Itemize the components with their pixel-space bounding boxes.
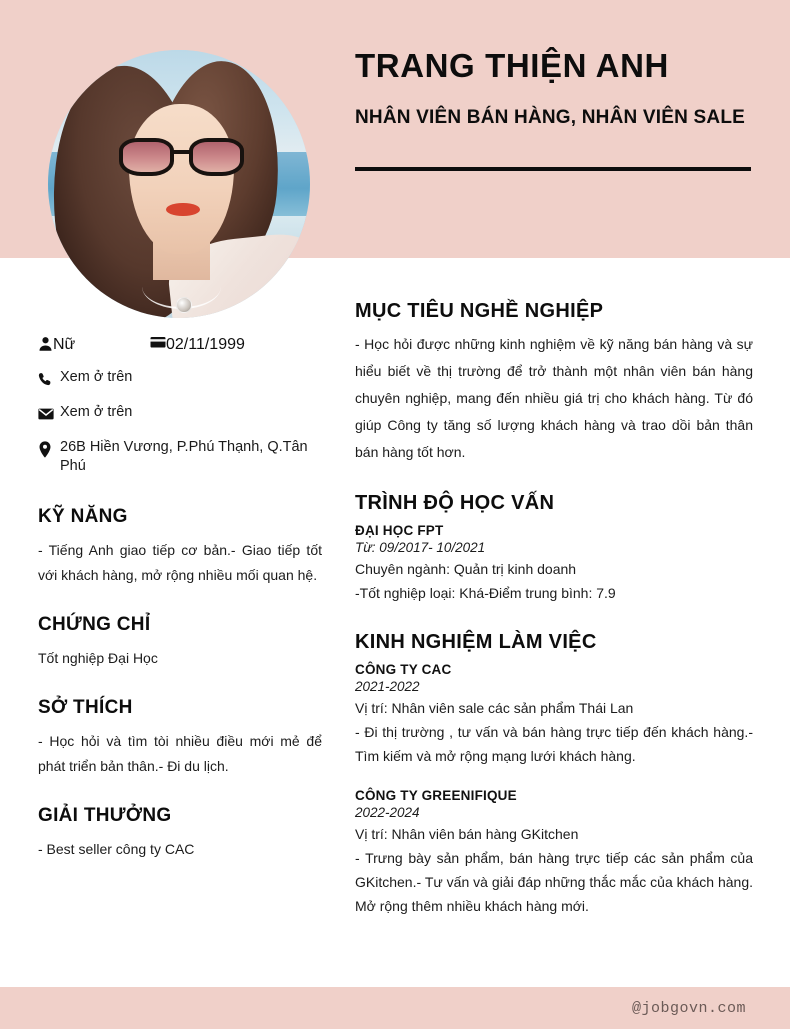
experience-period: 2022-2024 bbox=[355, 805, 420, 820]
page-title: TRANG THIỆN ANH bbox=[355, 47, 669, 84]
contact-gender bbox=[38, 336, 150, 354]
section-heading-experience: KINH NGHIỆM LÀM VIỆC bbox=[355, 631, 597, 653]
experience-item bbox=[355, 662, 753, 768]
calendar-icon bbox=[150, 336, 166, 349]
contact-row-phone bbox=[38, 368, 322, 389]
right-column bbox=[355, 300, 753, 918]
section-body-objective: - Học hỏi được những kinh nghiệm về kỹ năng bán hàng và sự hiểu biết về thị trường để trở thành một nhân viên bán hàng chuyên nghiệp, mang đến nhiều giá trị cho khách hàng. Từ đó giúp Công ty tăng số lượng khách hàng và trao dồi bản thân bán hàng tốt hơn. bbox=[355, 336, 753, 460]
birthday-value: 02/11/1999 bbox=[166, 336, 245, 353]
education-major: Chuyên ngành: Quản trị kinh doanh bbox=[355, 561, 577, 577]
left-column bbox=[38, 336, 322, 862]
section-body-certificates: Tốt nghiệp Đại Học bbox=[38, 650, 158, 666]
person-icon bbox=[38, 336, 53, 352]
experience-details: - Đi thị trường , tư vấn và bán hàng trực tiếp đến khách hàng.- Tìm kiếm và mở rộng mạng lưới khách hàng. bbox=[355, 724, 753, 764]
photo-lens-right bbox=[189, 138, 244, 176]
section-heading-skills: KỸ NĂNG bbox=[38, 506, 128, 527]
location-pin-icon bbox=[38, 439, 60, 459]
education-result: -Tốt nghiệp loại: Khá-Điểm trung bình: 7.9 bbox=[355, 585, 616, 601]
education-period: Từ: 09/2017- 10/2021 bbox=[355, 540, 486, 555]
photo-lens-left bbox=[119, 138, 174, 176]
section-heading-education: TRÌNH ĐỘ HỌC VẤN bbox=[355, 492, 555, 514]
sunglasses-icon bbox=[119, 138, 245, 176]
contact-row-email bbox=[38, 403, 322, 424]
contact-birthday bbox=[150, 336, 245, 354]
photo-pendant bbox=[176, 297, 192, 313]
header-divider bbox=[355, 167, 751, 171]
photo-floral-2 bbox=[288, 285, 302, 298]
experience-details: - Trưng bày sản phẩm, bán hàng trực tiếp các sản phẩm của GKitchen.- Tư vấn và giải đáp những thắc mắc của khách hàng. Mở rộng thêm nhiều khách hàng mới. bbox=[355, 850, 753, 914]
profile-photo bbox=[48, 50, 310, 318]
section-body-skills: - Tiếng Anh giao tiếp cơ bản.- Giao tiếp tốt với khách hàng, mở rộng nhiều mối quan hệ. bbox=[38, 542, 322, 583]
contact-row-gender-birthday bbox=[38, 336, 322, 354]
section-heading-hobbies: SỞ THÍCH bbox=[38, 697, 133, 718]
contact-row-address bbox=[38, 438, 322, 476]
watermark: @jobgovn.com bbox=[631, 1000, 746, 1017]
experience-position: Vị trí: Nhân viên bán hàng GKitchen bbox=[355, 826, 579, 842]
envelope-icon bbox=[38, 404, 60, 424]
photo-floral-3 bbox=[265, 302, 278, 314]
experience-position: Vị trí: Nhân viên sale các sản phẩm Thái Lan bbox=[355, 700, 634, 716]
experience-item bbox=[355, 788, 753, 918]
experience-company: CÔNG TY GREENIFIQUE bbox=[355, 788, 517, 803]
photo-face bbox=[129, 104, 234, 254]
section-heading-objective: MỤC TIÊU NGHỀ NGHIỆP bbox=[355, 300, 604, 322]
email-value: Xem ở trên bbox=[60, 404, 133, 420]
photo-lips bbox=[166, 203, 200, 216]
section-heading-awards: GIẢI THƯỞNG bbox=[38, 805, 172, 826]
experience-company: CÔNG TY CAC bbox=[355, 662, 452, 677]
address-value: 26B Hiền Vương, P.Phú Thạnh, Q.Tân Phú bbox=[60, 439, 308, 474]
gender-value: Nữ bbox=[53, 336, 76, 353]
section-body-hobbies: - Học hỏi và tìm tòi nhiều điều mới mẻ để phát triển bản thân.- Đi du lịch. bbox=[38, 733, 322, 774]
phone-value: Xem ở trên bbox=[60, 369, 133, 385]
job-title: NHÂN VIÊN BÁN HÀNG, NHÂN VIÊN SALE bbox=[355, 107, 745, 128]
education-school: ĐẠI HỌC FPT bbox=[355, 523, 444, 538]
section-body-awards: - Best seller công ty CAC bbox=[38, 841, 195, 857]
section-heading-certificates: CHỨNG CHỈ bbox=[38, 614, 151, 635]
experience-period: 2021-2022 bbox=[355, 679, 420, 694]
photo-glasses-bridge bbox=[173, 150, 191, 154]
phone-icon bbox=[38, 369, 60, 389]
